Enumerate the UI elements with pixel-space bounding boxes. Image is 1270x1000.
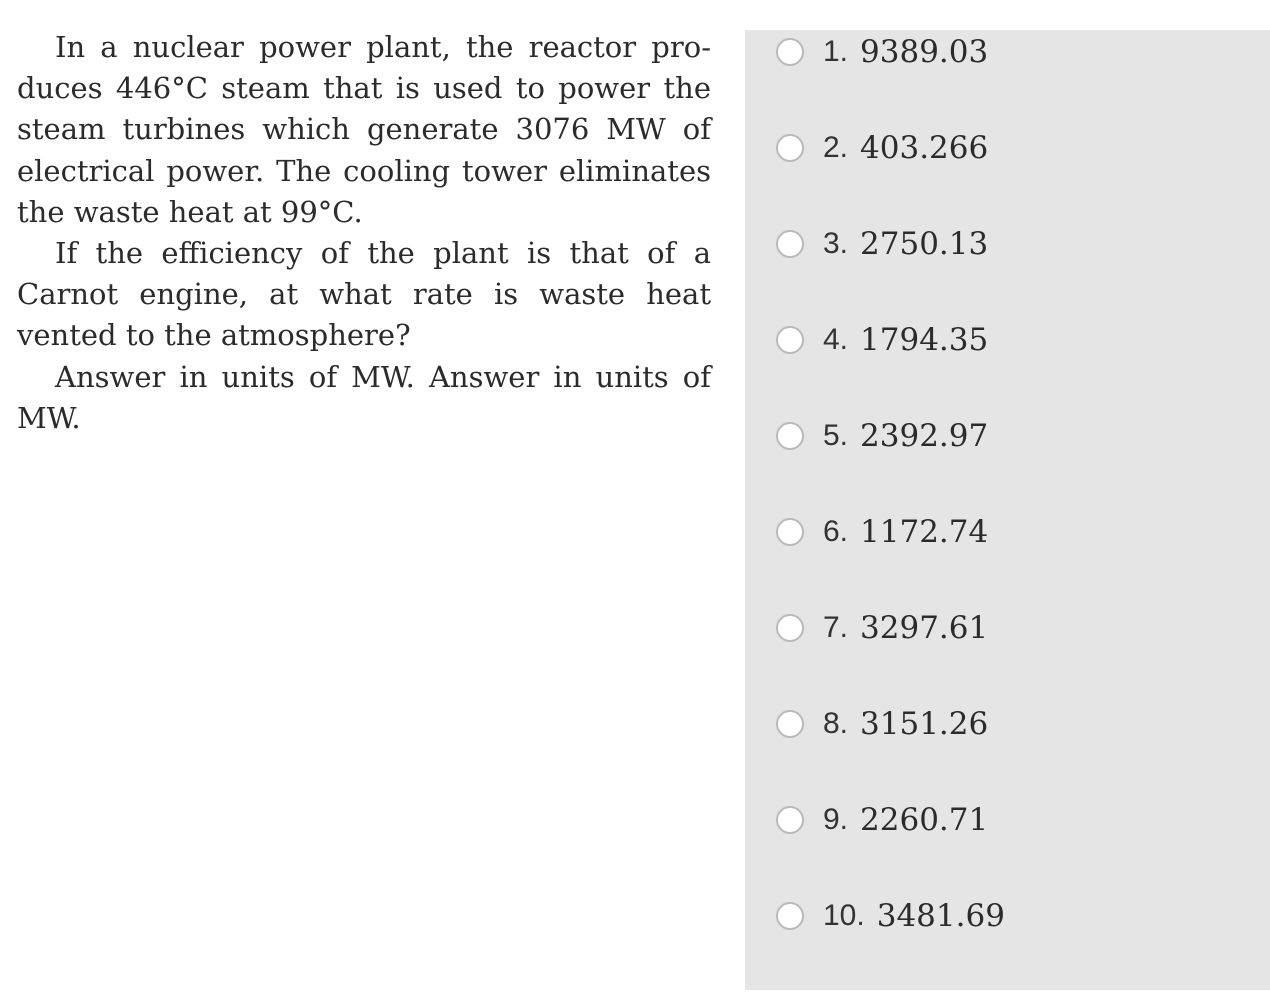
- answer-choice[interactable]: [776, 320, 988, 360]
- radio-button[interactable]: [776, 326, 804, 354]
- choice-number: 8.: [823, 707, 849, 740]
- radio-button[interactable]: [776, 614, 804, 642]
- choice-value: 2750.13: [860, 226, 989, 262]
- choice-value: 3481.69: [876, 898, 1005, 934]
- answer-choices-panel: [745, 30, 1270, 990]
- answer-choice[interactable]: [776, 608, 988, 648]
- answer-choice[interactable]: [776, 416, 988, 456]
- choice-value: 2260.71: [860, 802, 989, 838]
- choice-value: 3297.61: [860, 610, 989, 646]
- choice-number: 1.: [823, 35, 849, 68]
- choice-value: 9389.03: [860, 34, 989, 70]
- choice-number: 10.: [823, 899, 865, 932]
- answer-choice[interactable]: [776, 512, 988, 552]
- choice-number: 5.: [823, 419, 849, 452]
- choice-value: 1794.35: [860, 322, 989, 358]
- answer-choice[interactable]: [776, 896, 1005, 936]
- radio-button[interactable]: [776, 806, 804, 834]
- radio-button[interactable]: [776, 422, 804, 450]
- radio-button[interactable]: [776, 230, 804, 258]
- answer-choice[interactable]: [776, 800, 988, 840]
- answer-choice[interactable]: [776, 32, 988, 72]
- choice-number: 3.: [823, 227, 849, 260]
- question-paragraph: Answer in units of MW. Answer in units of MW.: [17, 359, 711, 435]
- choice-value: 1172.74: [860, 514, 989, 550]
- question-text: [17, 27, 711, 439]
- choice-number: 6.: [823, 515, 849, 548]
- choice-number: 4.: [823, 323, 849, 356]
- choice-value: 3151.26: [860, 706, 989, 742]
- choice-value: 2392.97: [860, 418, 989, 454]
- answer-choice[interactable]: [776, 128, 988, 168]
- radio-button[interactable]: [776, 518, 804, 546]
- choice-value: 403.266: [860, 130, 989, 166]
- answer-choice[interactable]: [776, 704, 988, 744]
- choice-number: 9.: [823, 803, 849, 836]
- radio-button[interactable]: [776, 134, 804, 162]
- answer-choice[interactable]: [776, 224, 988, 264]
- choice-number: 2.: [823, 131, 849, 164]
- question-paragraph: If the efficiency of the plant is that of a Carnot engine, at what rate is waste heat vented to the atmosphere?: [17, 236, 711, 353]
- radio-button[interactable]: [776, 38, 804, 66]
- choice-number: 7.: [823, 611, 849, 644]
- radio-button[interactable]: [776, 710, 804, 738]
- radio-button[interactable]: [776, 902, 804, 930]
- question-paragraph: In a nuclear power plant, the reactor produces 446°C steam that is used to power the steam turbines which generate 3076 MW of electrical power. The cooling tower eliminates the waste heat at 99°C.: [17, 30, 711, 229]
